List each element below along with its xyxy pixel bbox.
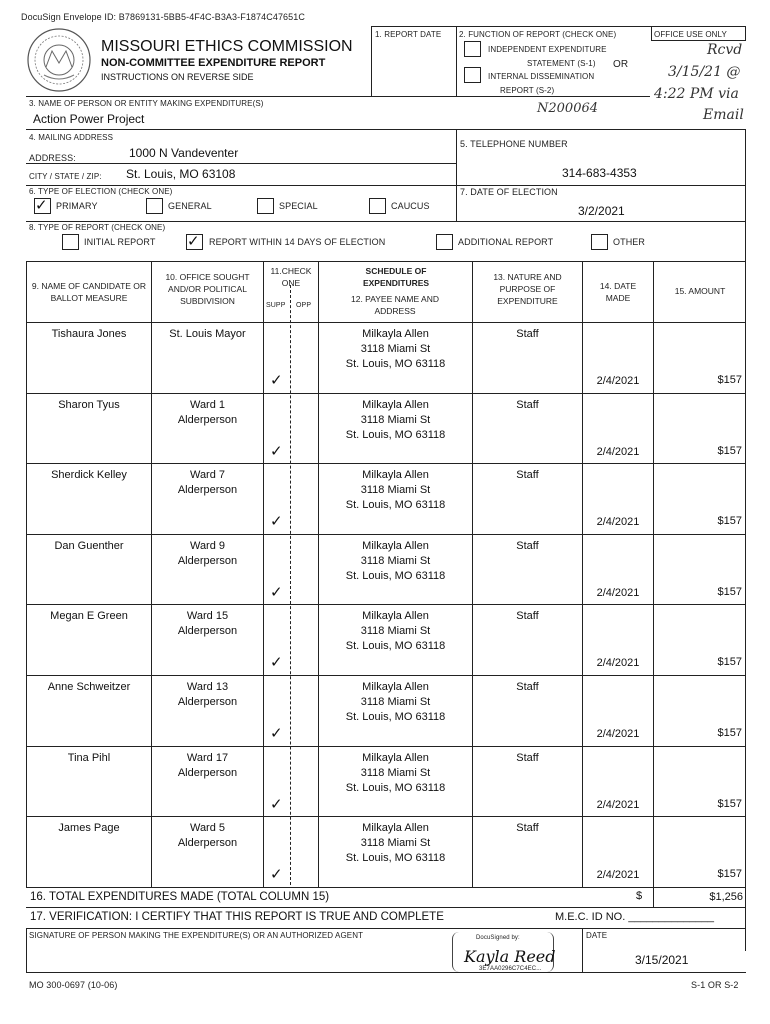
row-payee-name: Milkayla Allen bbox=[362, 751, 429, 764]
phone-value: 314-683-4353 bbox=[562, 166, 637, 180]
initial-report-checkbox[interactable] bbox=[62, 234, 79, 250]
office-use-label: OFFICE USE ONLY bbox=[654, 30, 727, 39]
form-subtitle: NON-COMMITTEE EXPENDITURE REPORT bbox=[101, 57, 326, 69]
row-date: 2/4/2021 bbox=[596, 516, 640, 529]
row-supp-check: ✓ bbox=[270, 866, 283, 884]
row-amount: $157 bbox=[717, 374, 742, 386]
row-divider bbox=[26, 746, 746, 747]
signature-name: Kayla Reed bbox=[464, 947, 556, 966]
function-s2-checkbox[interactable] bbox=[464, 67, 481, 83]
envelope-id: DocuSign Envelope ID: B7869131-5BB5-4F4C-B3A3-F1874C47651C bbox=[21, 12, 305, 22]
row-payee-street: 3118 Miami St bbox=[360, 625, 431, 638]
row-divider bbox=[26, 463, 746, 464]
row-purpose: Staff bbox=[516, 610, 539, 623]
row-divider bbox=[26, 604, 746, 605]
office-note-rcvd: Rcvd bbox=[707, 42, 743, 58]
row-office-line1: Ward 17 bbox=[186, 751, 229, 764]
city-value: St. Louis, MO 63108 bbox=[126, 167, 236, 181]
col-office-header: 10. OFFICE SOUGHT AND/OR POLITICAL SUBDIVISION bbox=[165, 272, 250, 306]
row-date: 2/4/2021 bbox=[596, 445, 640, 458]
row-date: 2/4/2021 bbox=[596, 586, 640, 599]
row-payee-city: St. Louis, MO 63118 bbox=[345, 781, 446, 794]
row-date: 2/4/2021 bbox=[596, 657, 640, 670]
row-office-line2: Alderperson bbox=[177, 696, 238, 708]
other-label: OTHER bbox=[613, 237, 645, 247]
total-label: 16. TOTAL EXPENDITURES MADE (TOTAL COLUMN 15) bbox=[30, 891, 330, 903]
within-14-days-label: REPORT WITHIN 14 DAYS OF ELECTION bbox=[209, 237, 386, 247]
additional-report-label: ADDITIONAL REPORT bbox=[458, 237, 554, 247]
function-s1-label: INDEPENDENT EXPENDITURE bbox=[488, 45, 607, 54]
function-label: 2. FUNCTION OF REPORT (CHECK ONE) bbox=[459, 30, 617, 39]
row-payee-street: 3118 Miami St bbox=[360, 554, 431, 567]
function-s2-label: INTERNAL DISSEMINATION bbox=[488, 72, 595, 81]
row-candidate: Sherdick Kelley bbox=[51, 469, 127, 482]
row-office-line1: Ward 13 bbox=[186, 681, 229, 693]
row-amount: $157 bbox=[717, 444, 742, 457]
file-id: N200064 bbox=[537, 101, 599, 116]
row-payee-name: Milkayla Allen bbox=[362, 469, 429, 482]
election-date-value: 3/2/2021 bbox=[578, 204, 625, 218]
row-payee-city: St. Louis, MO 63118 bbox=[345, 640, 446, 653]
row-purpose: Staff bbox=[516, 328, 539, 340]
report-date-label: 1. REPORT DATE bbox=[375, 30, 442, 39]
report-type-label: 8. TYPE OF REPORT (CHECK ONE) bbox=[29, 223, 166, 232]
caucus-label: CAUCUS bbox=[391, 201, 430, 211]
row-payee-city: St. Louis, MO 63118 bbox=[345, 852, 446, 865]
row-payee-name: Milkayla Allen bbox=[362, 398, 429, 411]
row-purpose: Staff bbox=[516, 822, 539, 835]
row-payee-city: St. Louis, MO 63118 bbox=[345, 358, 446, 370]
row-payee-city: St. Louis, MO 63118 bbox=[345, 499, 446, 512]
row-office-line1: Ward 1 bbox=[189, 398, 226, 411]
row-divider bbox=[26, 534, 746, 535]
row-payee-name: Milkayla Allen bbox=[362, 681, 429, 693]
row-candidate: Tina Pihl bbox=[67, 751, 111, 764]
row-payee-name: Milkayla Allen bbox=[362, 539, 429, 552]
row-purpose: Staff bbox=[516, 398, 539, 411]
row-divider bbox=[26, 816, 746, 817]
row-office-line1: Ward 9 bbox=[189, 539, 226, 552]
row-office-line1: Ward 15 bbox=[186, 610, 229, 623]
state-seal bbox=[26, 27, 92, 93]
row-supp-check: ✓ bbox=[270, 583, 283, 601]
col-date-header: 14. DATE MADE bbox=[599, 281, 637, 303]
row-candidate: Tishaura Jones bbox=[51, 328, 127, 340]
row-supp-check: ✓ bbox=[270, 442, 283, 460]
col-check-header: 11.CHECK ONE bbox=[270, 266, 312, 288]
row-date: 2/4/2021 bbox=[596, 798, 640, 811]
row-candidate: Anne Schweitzer bbox=[47, 681, 131, 693]
mailing-label: 4. MAILING ADDRESS bbox=[29, 133, 114, 142]
general-checkbox[interactable] bbox=[146, 198, 163, 214]
col-payee-header: 12. PAYEE NAME AND ADDRESS bbox=[350, 294, 440, 316]
row-office-line2: Alderperson bbox=[177, 766, 238, 779]
office-note-email: Email bbox=[703, 107, 744, 123]
row-payee-name: Milkayla Allen bbox=[362, 610, 429, 623]
row-purpose: Staff bbox=[516, 469, 539, 482]
office-note-date: 3/15/21 @ bbox=[668, 64, 741, 80]
row-office-line2: Alderperson bbox=[177, 413, 238, 426]
row-office-line2: Alderperson bbox=[177, 484, 238, 497]
row-supp-check: ✓ bbox=[270, 654, 283, 672]
total-currency: $ bbox=[636, 890, 643, 902]
row-purpose: Staff bbox=[516, 681, 539, 693]
row-amount: $157 bbox=[717, 515, 742, 528]
form-title: MISSOURI ETHICS COMMISSION bbox=[101, 38, 353, 55]
function-s1-sub: STATEMENT (S-1) bbox=[527, 59, 596, 68]
row-office-line1: Ward 7 bbox=[189, 469, 226, 482]
row-amount: $157 bbox=[717, 727, 742, 739]
row-purpose: Staff bbox=[516, 539, 539, 552]
row-supp-check: ✓ bbox=[270, 513, 283, 531]
general-label: GENERAL bbox=[168, 201, 212, 211]
special-checkbox[interactable] bbox=[257, 198, 274, 214]
row-amount: $157 bbox=[717, 656, 742, 669]
row-office-line2: Alderperson bbox=[177, 554, 238, 567]
row-payee-street: 3118 Miami St bbox=[360, 837, 431, 850]
docusign-label: DocuSigned by: bbox=[476, 935, 520, 941]
row-payee-name: Milkayla Allen bbox=[362, 822, 429, 835]
row-payee-name: Milkayla Allen bbox=[362, 328, 429, 340]
special-label: SPECIAL bbox=[279, 201, 318, 211]
signature-label: SIGNATURE OF PERSON MAKING THE EXPENDITURE(S) OR AN AUTHORIZED AGENT bbox=[29, 931, 364, 940]
election-type-label: 6. TYPE OF ELECTION (CHECK ONE) bbox=[29, 187, 173, 196]
signature-hash: 3E7AA0296C7C4EC... bbox=[479, 966, 542, 972]
phone-label: 5. TELEPHONE NUMBER bbox=[460, 139, 568, 149]
row-office-line2: Alderperson bbox=[177, 625, 238, 638]
total-value: $1,256 bbox=[709, 891, 743, 903]
primary-label: PRIMARY bbox=[56, 201, 98, 211]
address-value: 1000 N Vandeventer bbox=[129, 146, 239, 160]
signature-date-label: DATE bbox=[586, 931, 608, 940]
mec-id-label: M.E.C. ID NO. ______________ bbox=[555, 911, 714, 923]
row-office-line1: Ward 5 bbox=[189, 822, 226, 835]
function-s1-checkbox[interactable] bbox=[464, 41, 481, 57]
row-amount: $157 bbox=[717, 585, 742, 598]
city-label: CITY / STATE / ZIP: bbox=[29, 172, 102, 181]
primary-check-mark: ✓ bbox=[35, 197, 48, 214]
person-label: 3. NAME OF PERSON OR ENTITY MAKING EXPENDITURE(S) bbox=[29, 99, 264, 108]
row-amount: $157 bbox=[717, 797, 742, 810]
row-supp-check: ✓ bbox=[270, 725, 283, 742]
row-payee-city: St. Louis, MO 63118 bbox=[345, 569, 446, 582]
form-type: S-1 OR S-2 bbox=[691, 980, 739, 990]
person-value: Action Power Project bbox=[33, 112, 145, 126]
col-amount-header: 15. AMOUNT bbox=[674, 286, 726, 296]
col-opp-header: OPP bbox=[296, 302, 312, 309]
initial-report-label: INITIAL REPORT bbox=[84, 237, 156, 247]
row-date: 2/4/2021 bbox=[596, 728, 640, 740]
row-purpose: Staff bbox=[516, 751, 539, 764]
function-s2-sub: REPORT (S-2) bbox=[500, 86, 555, 95]
form-instructions: INSTRUCTIONS ON REVERSE SIDE bbox=[101, 72, 254, 82]
other-checkbox[interactable] bbox=[591, 234, 608, 250]
row-supp-check: ✓ bbox=[270, 795, 283, 813]
verification-label: 17. VERIFICATION: I CERTIFY THAT THIS REPORT IS TRUE AND COMPLETE bbox=[30, 911, 444, 923]
row-office-line2: Alderperson bbox=[177, 837, 238, 850]
row-date: 2/4/2021 bbox=[596, 869, 640, 882]
row-payee-city: St. Louis, MO 63118 bbox=[345, 711, 446, 723]
col-candidate-header: 9. NAME OF CANDIDATE OR BALLOT MEASURE bbox=[31, 281, 147, 303]
row-date: 2/4/2021 bbox=[596, 375, 640, 387]
col-supp-header: SUPP bbox=[266, 302, 286, 309]
caucus-checkbox[interactable] bbox=[369, 198, 386, 214]
row-payee-street: 3118 Miami St bbox=[360, 413, 431, 426]
office-note-time: 4:22 PM via bbox=[654, 86, 739, 102]
additional-report-checkbox[interactable] bbox=[436, 234, 453, 250]
function-or: OR bbox=[613, 59, 629, 70]
row-amount: $157 bbox=[717, 868, 742, 881]
row-payee-street: 3118 Miami St bbox=[360, 343, 431, 355]
row-payee-street: 3118 Miami St bbox=[360, 696, 431, 708]
row-candidate: Dan Guenther bbox=[54, 539, 124, 552]
row-candidate: Megan E Green bbox=[50, 610, 128, 623]
row-payee-street: 3118 Miami St bbox=[360, 484, 431, 497]
row-payee-street: 3118 Miami St bbox=[360, 766, 431, 779]
row-office-line1: St. Louis Mayor bbox=[169, 328, 246, 340]
form-number: MO 300-0697 (10-06) bbox=[29, 980, 118, 990]
row-supp-check: ✓ bbox=[270, 372, 283, 389]
row-divider bbox=[26, 393, 746, 394]
address-label: ADDRESS: bbox=[29, 153, 76, 163]
row-payee-city: St. Louis, MO 63118 bbox=[345, 428, 446, 441]
row-divider bbox=[26, 675, 746, 676]
signature-date-value: 3/15/2021 bbox=[635, 953, 689, 967]
col-schedule-header: SCHEDULE OF EXPENDITURES bbox=[362, 266, 430, 288]
within-14-days-check-mark: ✓ bbox=[187, 233, 200, 250]
row-candidate: James Page bbox=[58, 822, 120, 835]
row-candidate: Sharon Tyus bbox=[58, 398, 120, 411]
election-date-label: 7. DATE OF ELECTION bbox=[460, 187, 558, 197]
col-purpose-header: 13. NATURE AND PURPOSE OF EXPENDITURE bbox=[493, 272, 562, 306]
